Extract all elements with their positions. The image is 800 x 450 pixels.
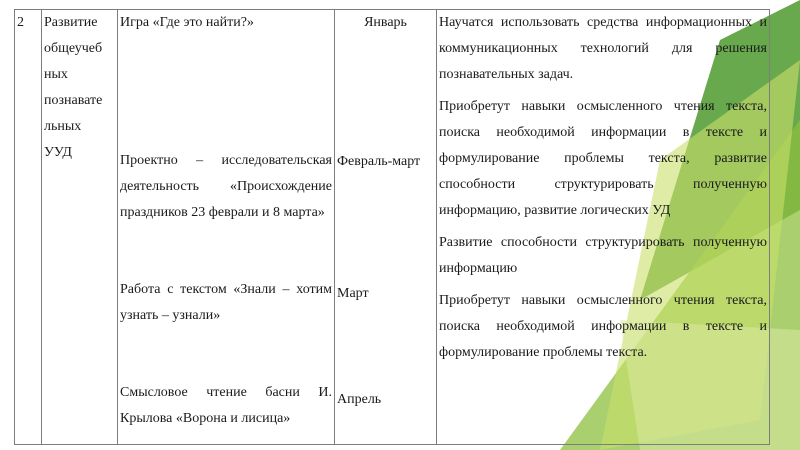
activity-fable-reading: Смысловое чтение басни И. Крылова «Ворона и лисица» (120, 385, 332, 426)
competency-line: ных (44, 67, 68, 82)
results-cell (437, 10, 770, 445)
result-paragraph: Развитие способности структурировать полученную информацию (439, 235, 767, 276)
date-january: Январь (364, 15, 407, 30)
result-paragraph: Научатся использовать средства информационных и коммуникационных технологий для решения познавательных задач. (439, 15, 767, 82)
result-paragraph: Приобретут навыки осмысленного чтения текста, поиска необходимой информации в тексте и формулирование проблемы текста, развитие способности структурировать полученную информацию, развитие логических УД (439, 99, 767, 218)
competency-line: Развитие (44, 15, 98, 30)
dates-cell (335, 10, 437, 445)
row-number: 2 (17, 15, 24, 30)
activity-project: Проектно – исследовательская деятельность «Происхождение праздников 23 феврали и 8 марта» (120, 153, 332, 220)
competency-line: УУД (44, 145, 72, 160)
date-feb-march: Февраль-март (337, 154, 421, 169)
date-april: Апрель (337, 392, 382, 407)
plan-table (14, 9, 770, 445)
activity-text-work: Работа с текстом «Знали – хотим узнать – узнали» (120, 282, 332, 323)
date-march: Март (337, 286, 369, 301)
competency-line: общеучеб (44, 41, 103, 56)
competency-cell (42, 10, 118, 445)
activity-game: Игра «Где это найти?» (120, 15, 254, 30)
competency-line: познавате (44, 93, 103, 108)
table-row (15, 10, 770, 445)
result-paragraph: Приобретут навыки осмысленного чтения текста, поиска необходимой информации в тексте и формулирование проблемы текста. (439, 293, 767, 360)
row-number-cell (15, 10, 42, 445)
activities-cell (118, 10, 335, 445)
competency-line: льных (44, 119, 82, 134)
